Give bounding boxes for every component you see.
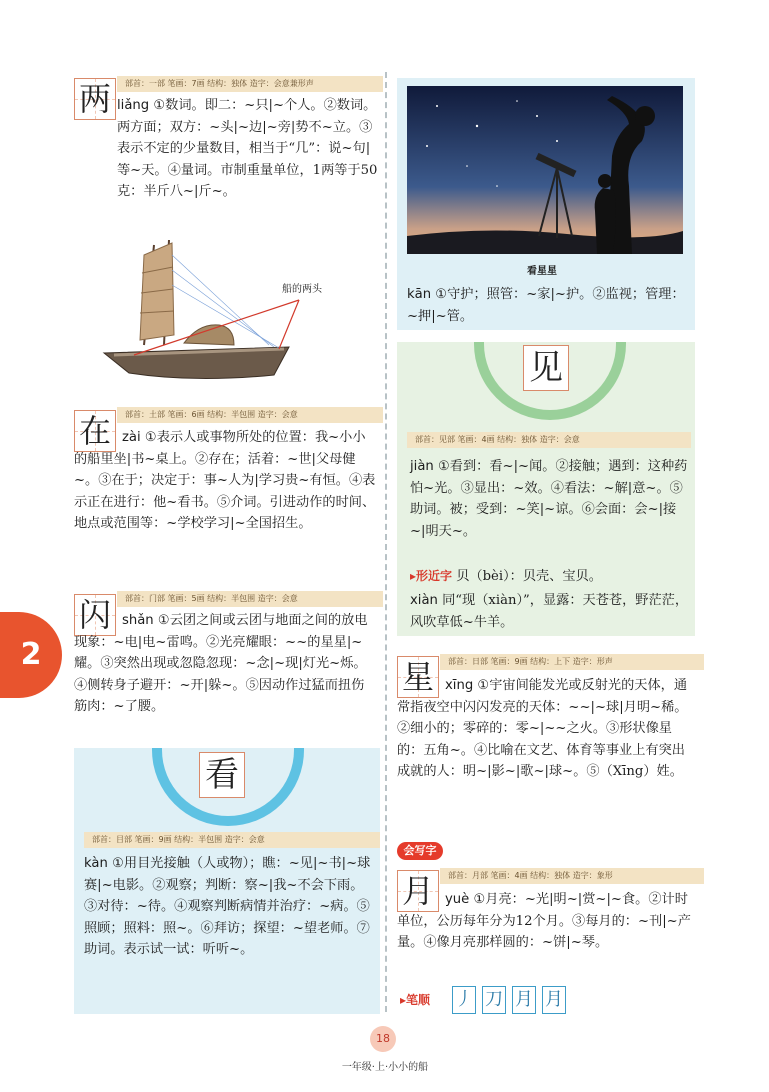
page-number: 18 (370, 1026, 396, 1052)
meta-kan: 部首：目部 笔画：9画 结构：半包围 造字：会意 (84, 832, 380, 848)
stroke-2: 刀 (482, 986, 506, 1014)
char-jian: 见 (523, 345, 569, 391)
boat-caption: 船的两头 (282, 284, 322, 295)
char-liang: 两 (74, 78, 116, 120)
definition-xian: xiàn 同“现（xiàn）”，显露：天苍苍，野茫茫，风吹草低~牛羊。 (410, 593, 689, 630)
definition-jian: jiàn ①看到：看~|~闻。②接触；遇到：这种药怕~光。③显出：~效。④看法：~解|意~。⑤助词。被；受到：~笑|~谅。⑥会面：会~|接~|明天~。 (410, 459, 688, 539)
char-zai: 在 (74, 410, 116, 452)
meta-jian: 部首：见部 笔画：4画 结构：独体 造字：会意 (407, 432, 691, 448)
definition-kan-b: kān ①守护；照管：~家|~护。②监视；管理：~押|~管。 (407, 287, 685, 324)
char-kan: 看 (199, 752, 245, 798)
definition-zai: zài ①表示人或事物所处的位置：我~小小的船里坐|书~桌上。②存在；活着：~世|父母健~。③在于；决定于：事~人为|学习贵~有恒。④表示正在进行：他~看书。⑤介词。引进动作的时间、地点或范围等：~学校学习|~全国招生。 (74, 430, 376, 531)
hui-xie-zi-tag: 会写字 (397, 842, 443, 860)
definition-xing: xīng ①宇宙间能发光或反射光的天体，通常指夜空中闪闪发亮的天体：~~|~球|月明~稀。②细小的；零碎的：零~|~~之火。③形状像星的：五角~。④比喻在文艺、体育等事业上有突出成就的人：明~|影~|歌~|球~。⑤（Xīng）姓。 (397, 678, 688, 779)
definition-shan: shǎn ①云团之间或云团与地面之间的放电现象：~电|电~雷鸣。②光亮耀眼：~~的星星|~耀。③突然出现或忽隐忽现：~念|~现|灯光~烁。④侧转身子避开：~开|躲~。⑤因动作过猛而扭伤筋肉：~了腰。 (74, 613, 368, 714)
similar-char-jian: ▸形近字 贝（bèi）：贝壳、宝贝。 (410, 569, 602, 584)
stroke-order-label: ▸笔顺 (400, 993, 431, 1007)
char-shan: 闪 (74, 594, 116, 636)
footer-title: 一年级·上·小小的船 (341, 1062, 429, 1073)
meta-zai: 部首：土部 笔画：6画 结构：半包围 造字：会意 (117, 407, 383, 423)
definition-liang: liǎng ①数词。即二：~只|~个人。②数词。两方面；双方：~头|~边|~旁|势不~立。③表示不定的少量数目，相当于“几”：说~句|等~天。④量词。市制重量单位，1两等于50克：半斤八~|斤~。 (117, 98, 378, 199)
stroke-3: 月 (512, 986, 536, 1014)
stroke-1: 丿 (452, 986, 476, 1014)
boat-illustration (74, 235, 374, 395)
stars-caption: 看星星 (527, 266, 557, 277)
meta-xing: 部首：日部 笔画：9画 结构：上下 造字：形声 (440, 654, 704, 670)
definition-kan-a: kàn ①用目光接触（人或物）；瞧：~见|~书|~球赛|~电影。②观察；判断：察~|我~不会下雨。③对待：~待。④观察判断病情并治疗：~病。⑤照顾；照料：照~。⑥拜访；探望：~望老师。⑦助词。表示试一试：听听~。 (84, 856, 371, 957)
meta-shan: 部首：门部 笔画：5画 结构：半包围 造字：会意 (117, 591, 383, 607)
stargazing-photo (407, 86, 683, 254)
char-yue: 月 (397, 870, 439, 912)
stroke-4: 月 (542, 986, 566, 1014)
char-xing: 星 (397, 656, 439, 698)
definition-yue: yuè ①月亮：~光|明~|赏~|~食。②计时单位，公历每年分为12个月。③每月的：~刊|~产量。④像月亮那样圆的：~饼|~琴。 (397, 892, 691, 950)
chapter-badge: 2 (0, 612, 62, 698)
meta-liang: 部首：一部 笔画：7画 结构：独体 造字：会意兼形声 (117, 76, 383, 92)
column-divider (385, 72, 387, 1012)
meta-yue: 部首：月部 笔画：4画 结构：独体 造字：象形 (440, 868, 704, 884)
